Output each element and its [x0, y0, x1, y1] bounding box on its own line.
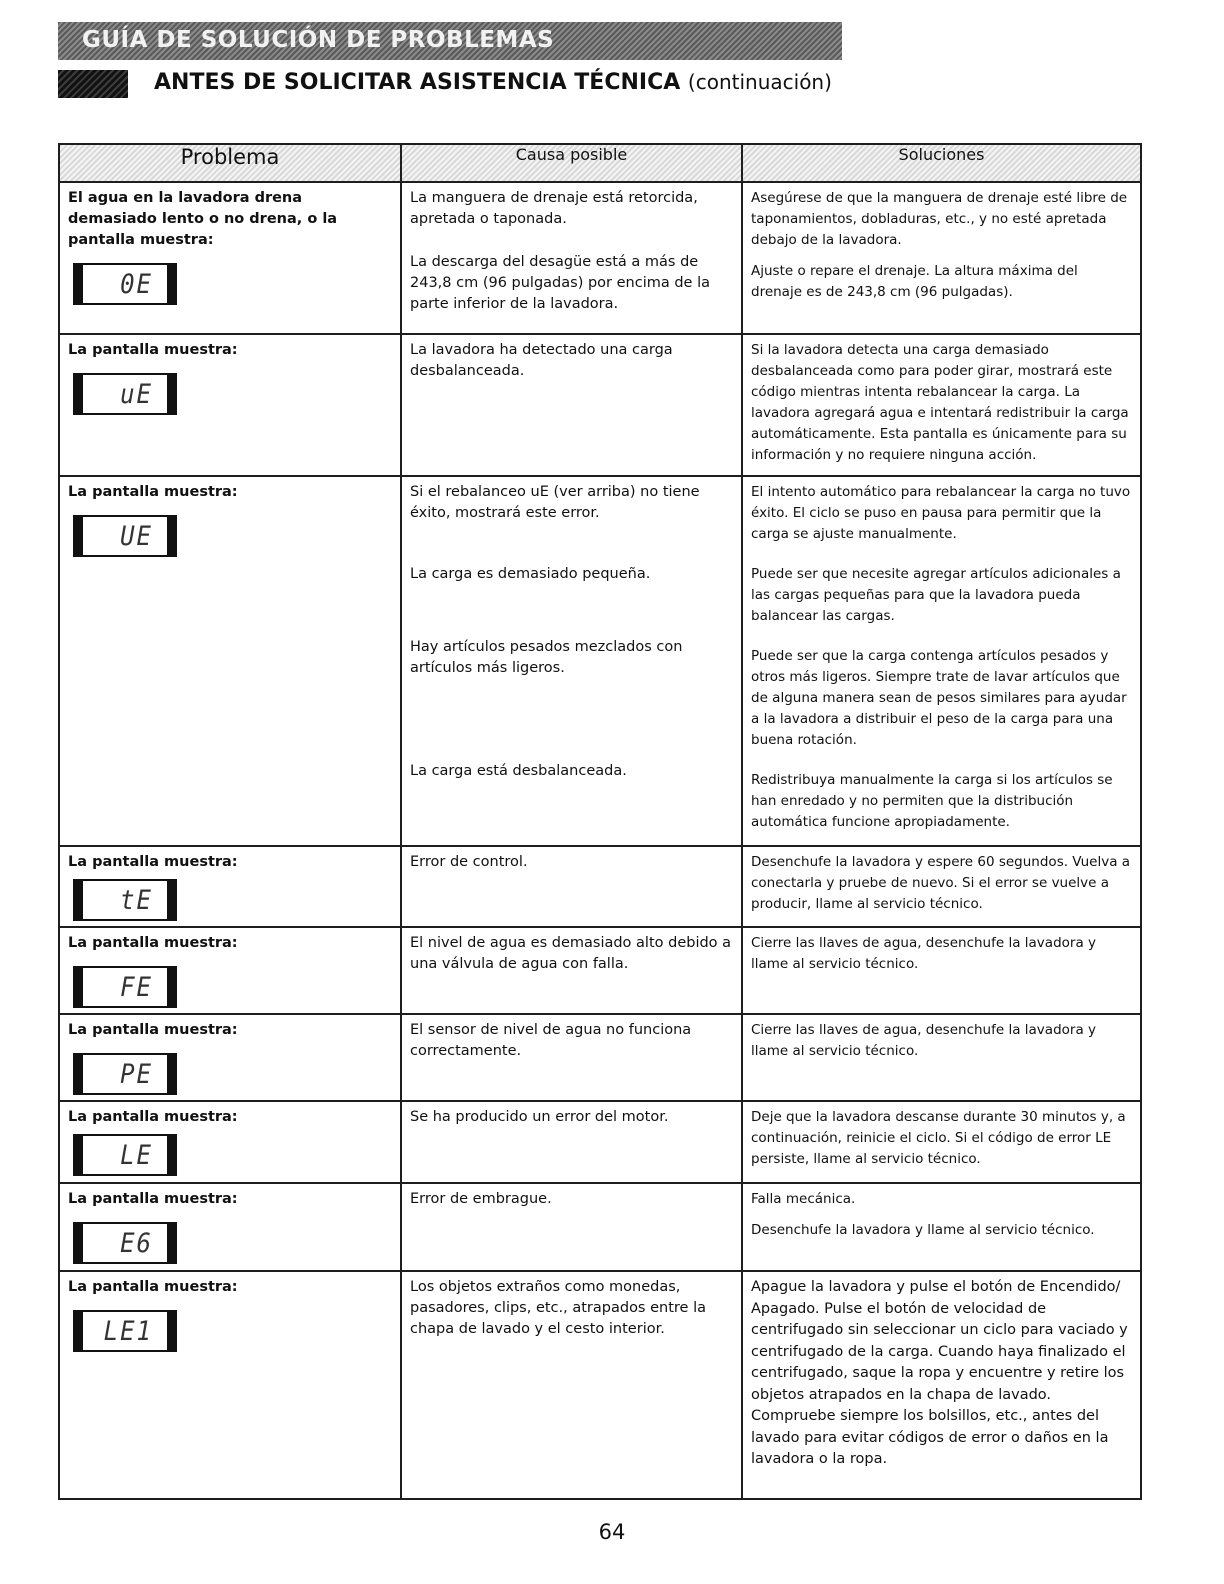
error-code: 0E [120, 268, 153, 300]
cause-cell [401, 1014, 742, 1101]
column-header-soluciones: Soluciones [742, 144, 1141, 182]
banner-title: GUÍA DE SOLUCIÓN DE PROBLEMAS [82, 27, 555, 53]
problem-cell [59, 1101, 401, 1183]
cause-cell [401, 182, 742, 334]
cause-cell [401, 1271, 742, 1499]
table-row [59, 1014, 1141, 1101]
problem-text: La pantalla muestra: [68, 1191, 238, 1207]
problem-text: La pantalla muestra: [68, 1022, 238, 1038]
problem-text: La pantalla muestra: [68, 854, 238, 870]
subtitle-text: ANTES DE SOLICITAR ASISTENCIA TÉCNICA [154, 70, 681, 95]
table-header-row [59, 144, 1141, 182]
error-code: E6 [120, 1227, 153, 1259]
problem-cell [59, 846, 401, 927]
table-row [59, 182, 1141, 334]
error-code-display [73, 966, 177, 1008]
solution-cell [742, 1183, 1141, 1271]
solution-cell [742, 334, 1141, 476]
error-code: FE [120, 971, 153, 1003]
solution-text: Asegúrese de que la manguera de drenaje esté libre de taponamientos, dobladuras, etc., y no esté apretada debajo de la lavadora. [751, 190, 1128, 248]
cause-cell [401, 846, 742, 927]
cause-cell [401, 1101, 742, 1183]
problem-text: La pantalla muestra: [68, 342, 238, 358]
subtitle-suffix: (continuación) [687, 70, 832, 94]
column-header-problema: Problema [59, 144, 401, 182]
cause-text: El sensor de nivel de agua no funciona correctamente. [410, 1022, 692, 1059]
error-code: uE [120, 378, 153, 410]
problem-cell [59, 476, 401, 846]
page-number: 64 [598, 1520, 626, 1544]
page-subtitle [154, 70, 832, 95]
section-marker [58, 70, 128, 98]
error-code-display [73, 1053, 177, 1095]
cause-text: Los objetos extraños como monedas, pasadores, clips, etc., atrapados entre la chapa de lavado y el cesto interior. [410, 1279, 706, 1337]
error-code: UE [120, 520, 153, 552]
cause-text: Error de embrague. [410, 1191, 552, 1207]
error-code: PE [120, 1058, 153, 1090]
problem-cell [59, 1271, 401, 1499]
problem-cell [59, 1014, 401, 1101]
cause-text: El nivel de agua es demasiado alto debido a una válvula de agua con falla. [410, 935, 732, 972]
cause-cell [401, 334, 742, 476]
solution-text: El intento automático para rebalancear la carga no tuvo éxito. El ciclo se puso en pausa para permitir que la carga se ajuste manualmente. [751, 484, 1131, 542]
solution-cell [742, 1271, 1141, 1499]
table-row [59, 1271, 1141, 1499]
error-code: LE1 [103, 1315, 153, 1347]
cause-text: La carga es demasiado pequeña. [410, 566, 651, 582]
solution-text: Puede ser que la carga contenga artículos pesados y otros más ligeros. Siempre trate de lavar artículos que de alguna manera sean de pesos similares para ayudar a la lavadora a distribuir el peso de la carga para una buena rotación. [751, 648, 1127, 748]
solution-text: Desenchufe la lavadora y llame al servicio técnico. [751, 1222, 1095, 1238]
problem-cell [59, 927, 401, 1014]
problem-text: La pantalla muestra: [68, 484, 238, 500]
cause-text: Error de control. [410, 854, 528, 870]
error-code-display [73, 263, 177, 305]
solution-text: Deje que la lavadora descanse durante 30 minutos y, a continuación, reinicie el ciclo. Si el código de error LE persiste, llame al servicio técnico. [751, 1109, 1126, 1167]
solution-text: Cierre las llaves de agua, desenchufe la lavadora y llame al servicio técnico. [751, 1022, 1096, 1059]
solution-cell [742, 1014, 1141, 1101]
error-code-display [73, 1310, 177, 1352]
solution-text: Falla mecánica. [751, 1191, 856, 1207]
solution-cell [742, 476, 1141, 846]
solution-cell [742, 182, 1141, 334]
problem-text: El agua en la lavadora drena demasiado lento o no drena, o la pantalla muestra: [68, 190, 338, 248]
solution-text: Puede ser que necesite agregar artículos adicionales a las cargas pequeñas para que la lavadora pueda balancear las cargas. [751, 566, 1121, 624]
error-code: LE [120, 1139, 153, 1171]
solution-text: Cierre las llaves de agua, desenchufe la lavadora y llame al servicio técnico. [751, 935, 1096, 972]
problem-cell [59, 1183, 401, 1271]
troubleshooting-table [58, 143, 1142, 1500]
error-code-display [73, 879, 177, 921]
problem-text: La pantalla muestra: [68, 1109, 238, 1125]
table-row [59, 1183, 1141, 1271]
table-row [59, 334, 1141, 476]
cause-text: Si el rebalanceo uE (ver arriba) no tiene éxito, mostrará este error. [410, 484, 700, 521]
solution-text: Desenchufe la lavadora y espere 60 segundos. Vuelva a conectarla y pruebe de nuevo. Si el error se vuelve a producir, llame al servicio técnico. [751, 854, 1131, 912]
solution-cell [742, 846, 1141, 927]
cause-text: La lavadora ha detectado una carga desbalanceada. [410, 342, 673, 379]
cause-text: La manguera de drenaje está retorcida, apretada o taponada. [410, 190, 698, 227]
error-code-display [73, 1134, 177, 1176]
solution-cell [742, 1101, 1141, 1183]
table-row [59, 476, 1141, 846]
solution-text: Apague la lavadora y pulse el botón de Encendido/ Apagado. Pulse el botón de velocidad de centrifugado sin seleccionar un ciclo para vaciado y centrifugado de la carga. Cuando haya finalizado el centrifugado, saque la ropa y encuentre y retire los objetos atrapados en la chapa de lavado. Compruebe siempre los bolsillos, etc., antes del lavado para evitar códigos de error o daños en la lavadora o la ropa. [751, 1279, 1128, 1467]
cause-cell [401, 1183, 742, 1271]
problem-text: La pantalla muestra: [68, 1279, 238, 1295]
error-code: tE [120, 884, 153, 916]
cause-cell [401, 927, 742, 1014]
cause-text: Se ha producido un error del motor. [410, 1109, 669, 1125]
solution-text: Si la lavadora detecta una carga demasiado desbalanceada como para poder girar, mostrará este código mientras intenta rebalancear la carga. La lavadora agregará agua e intentará redistribuir la carga automáticamente. Esta pantalla es únicamente para su información y no requiere ninguna acción. [751, 342, 1129, 463]
solution-text: Redistribuya manualmente la carga si los artículos se han enredado y no permiten que la distribución automática funcione apropiadamente. [751, 772, 1113, 830]
cause-text: La carga está desbalanceada. [410, 763, 627, 779]
error-code-display [73, 373, 177, 415]
table-row [59, 927, 1141, 1014]
error-code-display [73, 515, 177, 557]
problem-cell [59, 182, 401, 334]
column-header-causa: Causa posible [401, 144, 742, 182]
solution-cell [742, 927, 1141, 1014]
problem-cell [59, 334, 401, 476]
table-row [59, 846, 1141, 927]
cause-cell [401, 476, 742, 846]
cause-text: Hay artículos pesados mezclados con artículos más ligeros. [410, 639, 683, 676]
cause-text: La descarga del desagüe está a más de 243,8 cm (96 pulgadas) por encima de la parte inferior de la lavadora. [410, 254, 710, 312]
section-banner [58, 22, 842, 60]
table-row [59, 1101, 1141, 1183]
error-code-display [73, 1222, 177, 1264]
problem-text: La pantalla muestra: [68, 935, 238, 951]
solution-text: Ajuste o repare el drenaje. La altura máxima del drenaje es de 243,8 cm (96 pulgadas). [751, 263, 1078, 300]
